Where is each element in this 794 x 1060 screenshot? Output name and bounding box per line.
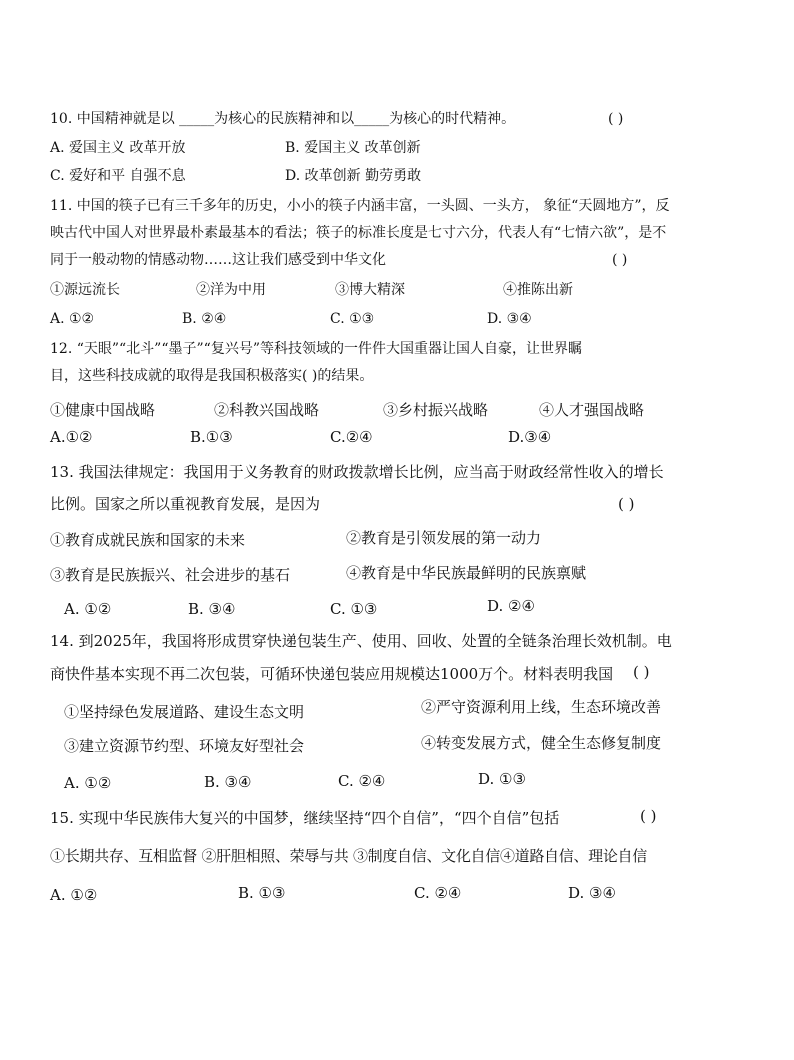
question-14-choice-4: ④转变发展方式，健全生态修复制度 (421, 734, 662, 752)
question-13-choice-3: ③教育是民族振兴、社会进步的基石 (50, 566, 291, 584)
question-11-option-c: C. ①③ (330, 311, 375, 327)
question-12-choice-3: ③乡村振兴战略 (383, 401, 489, 419)
question-15-answer-paren: ( ) (640, 807, 657, 825)
question-14-option-b: B. ③④ (204, 773, 252, 791)
question-10-answer-paren: ( ) (608, 111, 624, 127)
question-10 (50, 109, 515, 129)
question-13-option-b: B. ③④ (188, 600, 236, 618)
question-12-choice-2: ②科教兴国战略 (214, 401, 320, 419)
question-13-answer-paren: ( ) (618, 495, 635, 513)
question-15-option-b: B. ①③ (238, 884, 286, 902)
question-13-choice-1: ①教育成就民族和国家的未来 (50, 531, 246, 549)
question-12-option-d: D.③④ (508, 428, 552, 446)
question-11-choice-2: ②洋为中用 (196, 282, 266, 298)
question-11-choice-4: ④推陈出新 (503, 282, 573, 298)
question-15-option-c: C. ②④ (414, 884, 462, 902)
question-11-stem-line-3: 同于一般动物的情感动物……这让我们感受到中华文化 (50, 252, 386, 268)
question-15-choices: ①长期共存、互相监督 ②肝胆相照、荣辱与共 ③制度自信、文化自信④道路自信、理论自信 (50, 847, 647, 865)
question-11-choice-1: ①源远流长 (50, 282, 120, 298)
question-12-stem-line-2: 目，这些科技成就的取得是我国积极落实( )的结果。 (50, 368, 374, 384)
question-10-option-d: D. 改革创新 勤劳勇敢 (285, 168, 422, 184)
question-12-option-b: B.①③ (190, 428, 233, 446)
question-11-choice-3: ③博大精深 (335, 282, 405, 298)
question-14-option-a: A. ①② (64, 774, 112, 792)
question-10-stem: 10. 中国精神就是以 _____为核心的民族精神和以_____为核心的时代精神。 (50, 111, 516, 127)
question-12-option-c: C.②④ (330, 428, 373, 446)
question-12-option-a: A.①② (50, 428, 93, 446)
question-13-stem-line-2: 比例。国家之所以重视教育发展，是因为 (50, 495, 321, 513)
question-15-option-d: D. ③④ (568, 884, 616, 902)
question-10-option-c: C. 爱好和平 自强不息 (50, 168, 186, 184)
question-12-stem-line-1: 12. “天眼”“北斗”“墨子”“复兴号”等科技领域的一件件大国重器让国人自豪，让世界瞩 (50, 341, 582, 357)
question-11-option-b: B. ②④ (182, 311, 227, 327)
question-14-option-d: D. ①③ (478, 770, 526, 788)
question-10-option-b: B. 爱国主义 改革创新 (285, 140, 421, 156)
question-11-stem-line-1: 11. 中国的筷子已有三千多年的历史，小小的筷子内涵丰富，一头圆、一头方， 象征“天圆地方”，反 (50, 198, 670, 214)
question-14-choice-3: ③建立资源节约型、环境友好型社会 (64, 737, 305, 755)
question-10-option-a: A. 爱国主义 改革开放 (50, 140, 186, 156)
question-15-stem: 15. 实现中华民族伟大复兴的中国梦，继续坚持“四个自信”，“四个自信”包括 (50, 809, 560, 827)
question-13-choice-2: ②教育是引领发展的第一动力 (346, 529, 542, 547)
question-12-choice-1: ①健康中国战略 (50, 401, 156, 419)
question-11-option-d: D. ③④ (487, 311, 532, 327)
question-14-choice-1: ①坚持绿色发展道路、建设生态文明 (64, 703, 305, 721)
question-14-option-c: C. ②④ (338, 772, 386, 790)
question-14-stem-line-1: 14. 到2025年，我国将形成贯穿快递包装生产、使用、回收、处置的全链条治理长效机制。电 (50, 632, 672, 650)
question-13-option-a: A. ①② (64, 600, 112, 618)
question-15-option-a: A. ①② (50, 886, 98, 904)
question-14-answer-paren: ( ) (633, 663, 650, 681)
question-14-choice-2: ②严守资源利用上线，生态环境改善 (421, 698, 662, 716)
question-13-option-d: D. ②④ (487, 597, 535, 615)
question-11-option-a: A. ①② (50, 311, 95, 327)
question-13-stem-line-1: 13. 我国法律规定：我国用于义务教育的财政拨款增长比例，应当高于财政经常性收入的增长 (50, 463, 664, 481)
question-13-choice-4: ④教育是中华民族最鲜明的民族禀赋 (346, 564, 587, 582)
question-14-stem-line-2: 商快件基本实现不再二次包装，可循环快递包装应用规模达1000万个。材料表明我国 (50, 665, 614, 683)
question-12-choice-4: ④人才强国战略 (539, 401, 645, 419)
question-11-answer-paren: ( ) (612, 252, 628, 268)
question-13-option-c: C. ①③ (330, 600, 378, 618)
question-11-stem-line-2: 映古代中国人对世界最朴素最基本的看法；筷子的标准长度是七寸六分，代表人有“七情六欲”，是不 (50, 225, 667, 241)
